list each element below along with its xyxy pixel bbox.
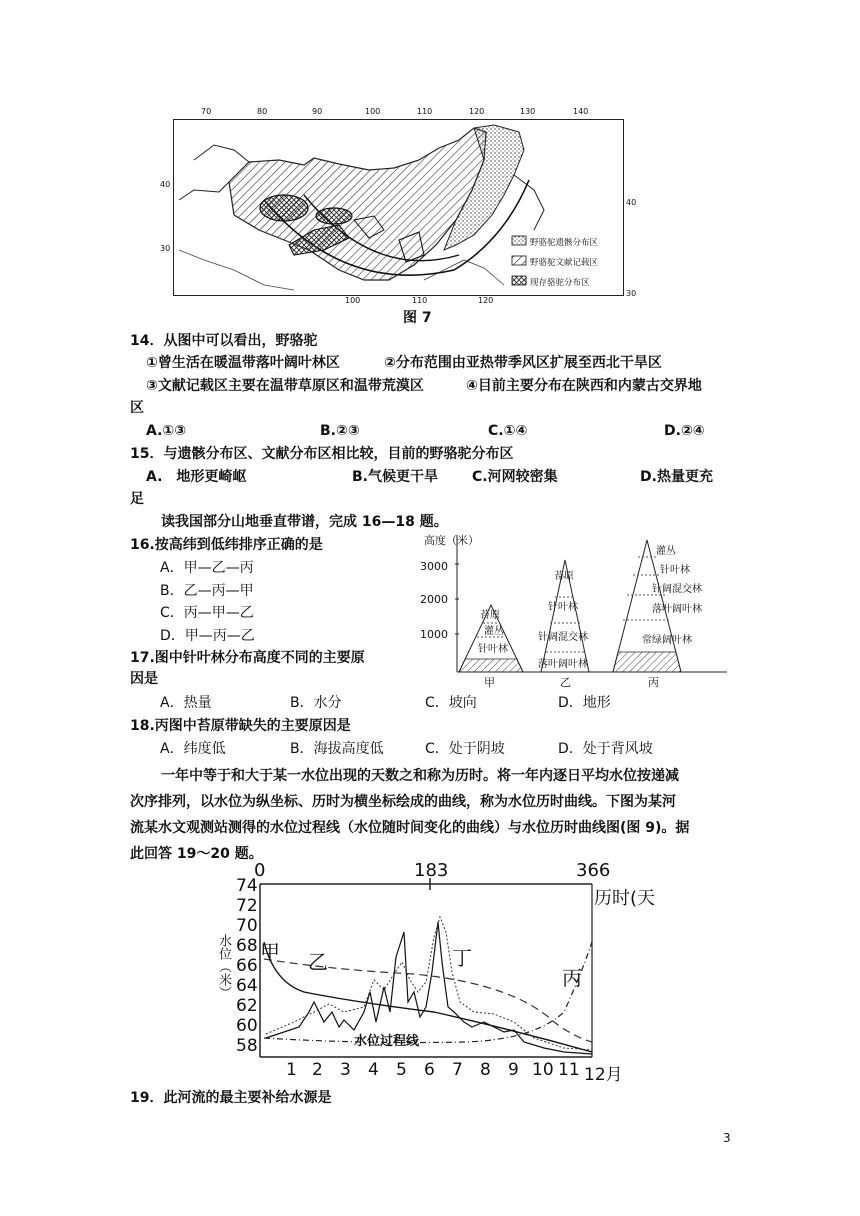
- q16-choice-b[interactable]: B．乙—丙—甲: [160, 583, 254, 599]
- q14-stem: 14．从图中可以看出，野骆驼: [130, 333, 318, 349]
- x2-tick: 0: [254, 860, 266, 881]
- map-tick-top: 90: [312, 107, 323, 116]
- curve-label-bing: 丙: [562, 966, 582, 990]
- y-tick: 72: [236, 896, 258, 916]
- q18-choice-c[interactable]: C．处于阴坡: [425, 741, 505, 757]
- q18-choice-d[interactable]: D．处于背风坡: [558, 741, 653, 757]
- map-tick-bottom: 100: [345, 296, 361, 305]
- bing-zone: 落叶阔叶林: [652, 604, 702, 615]
- x2-tick: 366: [576, 860, 611, 881]
- jia-zone: 灌丛: [484, 626, 504, 637]
- y-tick: 68: [236, 936, 258, 956]
- bing-zone: 针叶林: [660, 565, 690, 576]
- q15-choice-c[interactable]: C.河网较密集: [472, 469, 558, 485]
- y-axis-label: 水位（米）: [216, 934, 231, 999]
- q14-choice-c[interactable]: C.①④: [488, 423, 528, 439]
- q16-choice-d[interactable]: D．甲—丙—乙: [160, 628, 255, 644]
- bing-zone: 常绿阔叶林: [642, 635, 692, 646]
- map-tick-top: 100: [365, 107, 381, 116]
- mtn-label-jia: 甲: [484, 676, 495, 689]
- mtn-ytick: 2000: [420, 593, 448, 606]
- q19-stem: 19．此河流的最主要补给水源是: [130, 1090, 332, 1106]
- q15-choice-a[interactable]: A. 地形更崎岖: [146, 469, 247, 485]
- map-tick-left: 30: [160, 244, 171, 253]
- q14-option-4-cont: 区: [130, 400, 144, 416]
- x2-label: 历时(天: [594, 888, 656, 909]
- q17-stem-cont: 因是: [130, 671, 158, 687]
- y-tick: 62: [236, 996, 258, 1016]
- q18-stem: 18.丙图中苔原带缺失的主要原因是: [130, 718, 351, 734]
- curve-label-yi: 乙: [308, 950, 328, 974]
- mtn-ytick: 3000: [420, 560, 448, 573]
- para-line-2: 次序排列，以水位为纵坐标、历时为横坐标绘成的曲线，称为水位历时曲线。下图为某河: [130, 794, 676, 810]
- map-tick-top: 110: [417, 107, 433, 116]
- para-line-3: 流某水文观测站测得的水位过程线（水位随时间变化的曲线）与水位历时曲线图(图 9)。据: [130, 820, 690, 836]
- legend-documented: 野骆驼文献记载区: [530, 258, 599, 268]
- mtn-label-bing: 丙: [648, 676, 659, 689]
- x-tick: 6: [424, 1060, 435, 1080]
- water-level-chart: [214, 862, 674, 1084]
- map-tick-bottom: 120: [478, 296, 494, 305]
- map-frame: [173, 119, 624, 296]
- q14-choice-b[interactable]: B.②③: [320, 423, 360, 439]
- bing-zone: 针阔混交林: [652, 584, 702, 595]
- x-tick: 8: [480, 1060, 491, 1080]
- x-tick: 1: [286, 1060, 297, 1080]
- jia-zone: 苔原: [480, 610, 500, 621]
- map-tick-top: 130: [520, 107, 536, 116]
- q15-choice-d[interactable]: D.热量更充: [640, 469, 713, 485]
- x-tick: 7: [452, 1060, 463, 1080]
- para-line-4: 此回答 19～20 题。: [130, 846, 263, 862]
- x-tick: 2: [312, 1060, 323, 1080]
- q14-option-2: ②分布范围由亚热带季风区扩展至西北干旱区: [384, 355, 662, 371]
- mtn-ytick: 1000: [420, 628, 448, 641]
- q17-choice-d[interactable]: D．地形: [558, 695, 611, 711]
- q17-choice-a[interactable]: A．热量: [160, 695, 212, 711]
- para-line-1: 一年中等于和大于某一水位出现的天数之和称为历时。将一年内逐日平均水位按递减: [161, 768, 679, 784]
- y-tick: 66: [236, 956, 258, 976]
- jia-zone: 针叶林: [478, 644, 508, 655]
- intro-16-18: 读我国部分山地垂直带谱，完成 16—18 题。: [161, 514, 448, 530]
- x-tick: 12月: [584, 1065, 623, 1085]
- x-tick: 9: [508, 1060, 519, 1080]
- china-map-drawing: [174, 120, 623, 295]
- q15-choice-d-cont: 足: [130, 491, 144, 507]
- yi-zone: 苔原: [554, 571, 574, 582]
- yi-zone: 落叶阔叶林: [538, 659, 588, 670]
- curve-label-jia: 甲: [260, 940, 280, 964]
- x-tick: 3: [340, 1060, 351, 1080]
- q16-stem: 16.按高纬到低纬排序正确的是: [130, 537, 323, 553]
- x-tick: 5: [396, 1060, 407, 1080]
- y-tick: 74: [236, 876, 258, 896]
- legend-existing: 现存骆驼分布区: [530, 278, 590, 288]
- q14-option-1: ①曾生活在暖温带落叶阔叶林区: [146, 355, 340, 371]
- map-caption: 图 7: [403, 310, 432, 326]
- x2-tick: 183: [414, 860, 449, 881]
- map-tick-right: 40: [626, 198, 637, 207]
- x-tick: 11: [558, 1060, 580, 1080]
- bing-zone: 灌丛: [656, 546, 676, 557]
- map-tick-top: 80: [257, 107, 268, 116]
- q18-choice-b[interactable]: B．海拔高度低: [290, 741, 384, 757]
- q15-choice-b[interactable]: B.气候更干旱: [352, 469, 438, 485]
- q14-choice-d[interactable]: D.②④: [664, 423, 705, 439]
- y-tick: 60: [236, 1016, 258, 1036]
- q14-choice-a[interactable]: A.①③: [146, 423, 187, 439]
- q17-choice-c[interactable]: C．坡向: [425, 695, 477, 711]
- map-tick-bottom: 110: [412, 296, 428, 305]
- q16-choice-a[interactable]: A．甲—乙—丙: [160, 560, 254, 576]
- y-tick: 70: [236, 916, 258, 936]
- q14-option-3: ③文献记载区主要在温带草原区和温带荒漠区: [146, 378, 424, 394]
- mtn-ylabel: 高度（米）: [424, 534, 479, 547]
- legend-remains: 野骆驼遗骸分布区: [530, 238, 599, 248]
- mtn-label-yi: 乙: [560, 676, 571, 689]
- yi-zone: 针阔混交林: [538, 632, 588, 643]
- y-tick: 58: [236, 1036, 258, 1056]
- y-tick: 64: [236, 976, 258, 996]
- q15-stem: 15．与遗骸分布区、文献分布区相比较，目前的野骆驼分布区: [130, 446, 514, 462]
- map-tick-right: 30: [626, 289, 637, 298]
- map-tick-left: 40: [160, 180, 171, 189]
- q17-stem: 17.图中针叶林分布高度不同的主要原: [130, 650, 365, 666]
- q17-choice-b[interactable]: B．水分: [290, 695, 342, 711]
- x-tick: 10: [532, 1060, 554, 1080]
- map-tick-top: 120: [469, 107, 485, 116]
- yi-zone: 针叶林: [548, 602, 578, 613]
- map-tick-top: 70: [201, 107, 212, 116]
- q14-option-4: ④目前主要分布在陕西和内蒙古交界地: [466, 378, 702, 394]
- map-tick-top: 140: [573, 107, 589, 116]
- curve-label-ding: 丁: [452, 946, 472, 970]
- x-tick: 4: [368, 1060, 379, 1080]
- process-line-label: 水位过程线: [354, 1034, 420, 1049]
- q18-choice-a[interactable]: A．纬度低: [160, 741, 226, 757]
- page-number: 3: [723, 1131, 731, 1145]
- q16-choice-c[interactable]: C．丙—甲—乙: [160, 605, 254, 621]
